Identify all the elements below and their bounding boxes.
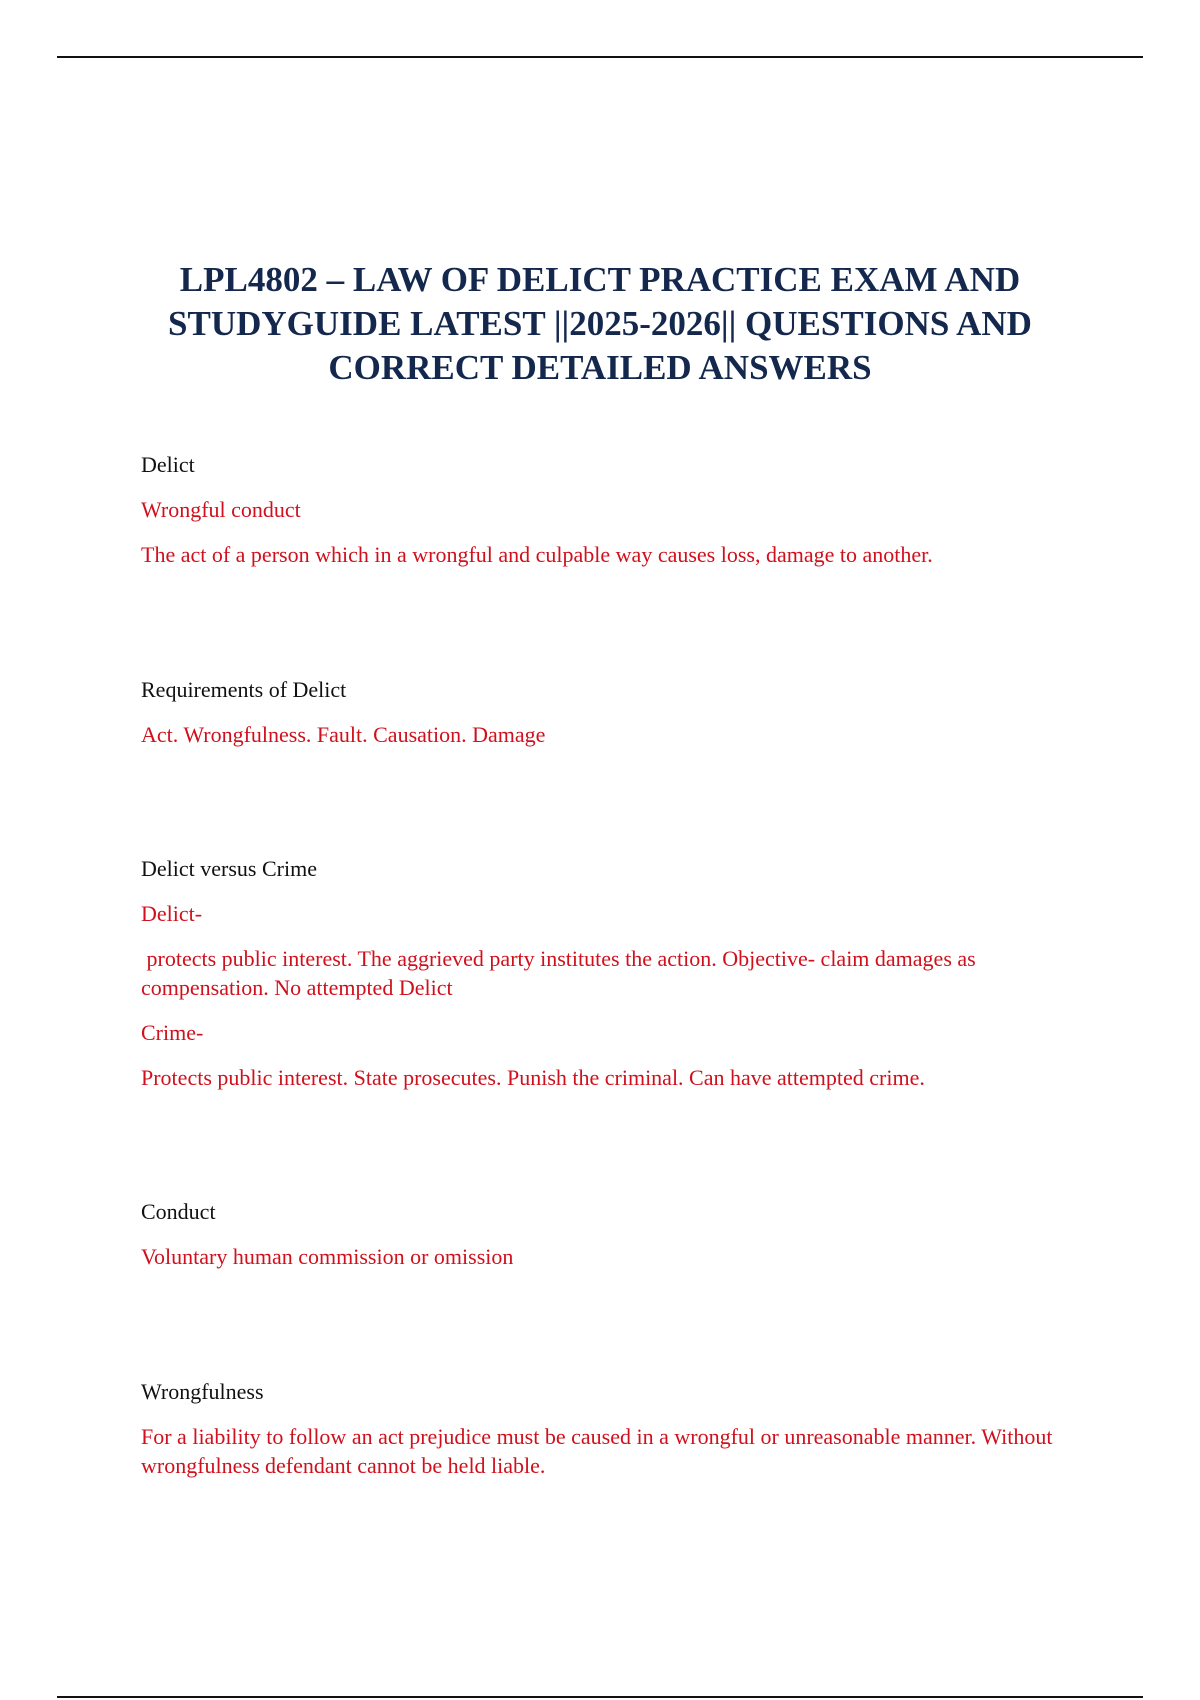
entry-delict-versus-crime <box>141 854 1061 1092</box>
title-line-2: STUDYGUIDE LATEST ||2025-2026|| QUESTIONS AND <box>168 304 1032 343</box>
question-text: Delict versus Crime <box>141 856 317 881</box>
answer-text: Voluntary human commission or omission <box>141 1244 514 1269</box>
answer-text: Crime- <box>141 1020 204 1045</box>
entry-conduct <box>141 1197 1061 1271</box>
top-rule <box>57 56 1143 58</box>
title-line-1: LPL4802 – LAW OF DELICT PRACTICE EXAM AND <box>179 260 1021 299</box>
answer-text: Wrongful conduct <box>141 497 301 522</box>
answer-text: Act. Wrongfulness. Fault. Causation. Damage <box>141 722 546 747</box>
document-title <box>100 258 1100 390</box>
title-line-3: CORRECT DETAILED ANSWERS <box>328 348 872 387</box>
question-text: Delict <box>141 452 195 477</box>
question-text: Wrongfulness <box>141 1379 264 1404</box>
answer-text: Protects public interest. State prosecutes. Punish the criminal. Can have attempted crime. <box>141 1065 925 1090</box>
answer-text: The act of a person which in a wrongful and culpable way causes loss, damage to another. <box>141 542 933 567</box>
answer-text: protects public interest. The aggrieved party institutes the action. Objective- claim damages as compensation. No attempted Delict <box>141 946 982 1000</box>
entry-delict <box>141 450 1061 569</box>
entry-wrongfulness <box>141 1377 1061 1480</box>
question-text: Requirements of Delict <box>141 677 347 702</box>
bottom-rule <box>57 1696 1143 1698</box>
answer-text: For a liability to follow an act prejudice must be caused in a wrongful or unreasonable manner. Without wrongfulness defendant cannot be held liable. <box>141 1424 1053 1478</box>
entry-requirements-of-delict <box>141 675 1061 749</box>
answer-text: Delict- <box>141 901 203 926</box>
question-text: Conduct <box>141 1199 216 1224</box>
